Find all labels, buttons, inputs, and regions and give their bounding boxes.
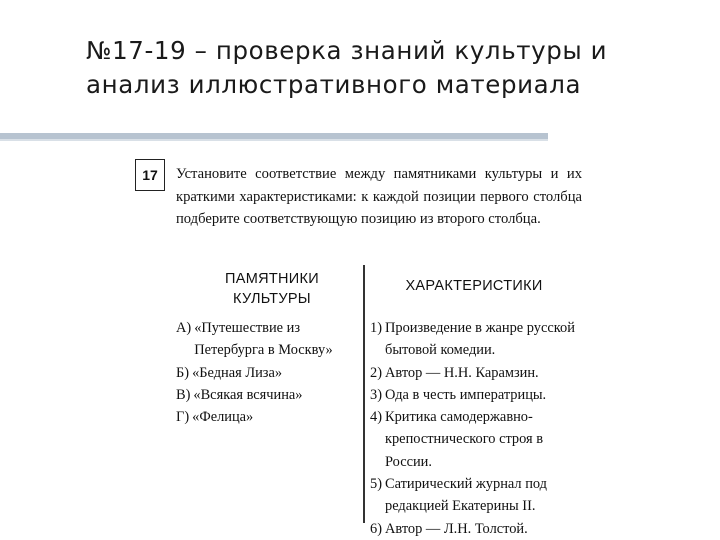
item-text: «Фелица»	[192, 409, 254, 426]
item-text: «Бедная Лиза»	[192, 364, 283, 381]
slide-title: №17-19 – проверка знаний культуры и анализ иллюстративного материала	[86, 36, 608, 99]
characteristic-item	[370, 406, 586, 473]
item-marker: 5)	[370, 476, 382, 493]
task-scan	[126, 145, 588, 537]
item-marker: Б)	[176, 364, 190, 381]
monument-item	[176, 406, 360, 428]
column-header-characteristics: ХАРАКТЕРИСТИКИ	[405, 278, 543, 294]
characteristic-item	[370, 384, 586, 406]
item-text: «Путешествие из Петербурга в Москву»	[194, 320, 333, 359]
column-divider	[363, 265, 365, 523]
item-text: «Всякая всячина»	[193, 386, 303, 403]
title-divider-shadow	[0, 139, 548, 141]
item-marker: 1)	[370, 320, 382, 336]
item-marker: 3)	[370, 386, 382, 403]
monuments-list	[176, 317, 360, 428]
item-marker: Г)	[176, 409, 190, 426]
characteristic-item	[370, 518, 586, 540]
monument-item	[176, 384, 360, 406]
characteristics-list	[370, 317, 586, 540]
characteristic-item	[370, 473, 586, 518]
monument-item	[176, 362, 360, 384]
item-text: Автор — Л.Н. Толстой.	[385, 520, 528, 537]
item-text: Произведение в жанре русской бытовой комедии.	[385, 320, 575, 359]
monument-item	[176, 317, 360, 362]
item-text: Автор — Н.Н. Карамзин.	[385, 364, 539, 381]
item-marker: 2)	[370, 364, 382, 381]
item-marker: 6)	[370, 520, 382, 537]
task-number: 17	[135, 159, 165, 191]
characteristic-item	[370, 317, 586, 362]
characteristic-item	[370, 362, 586, 384]
item-marker: В)	[176, 386, 191, 403]
column-header-monuments: ПАМЯТНИКИ КУЛЬТУРЫ	[225, 271, 319, 307]
item-text: Сатирический журнал под редакцией Екатерины II.	[385, 476, 547, 515]
task-instruction: Установите соответствие между памятниками культуры и их краткими характеристиками: к каждой позиции первого столбца подберите соответствующую позицию из второго столбца.	[176, 166, 582, 227]
item-marker: А)	[176, 320, 192, 336]
item-text: Ода в честь императрицы.	[385, 386, 547, 403]
item-text: Критика самодержавно-крепостнического строя в России.	[385, 409, 544, 470]
item-marker: 4)	[370, 409, 382, 426]
